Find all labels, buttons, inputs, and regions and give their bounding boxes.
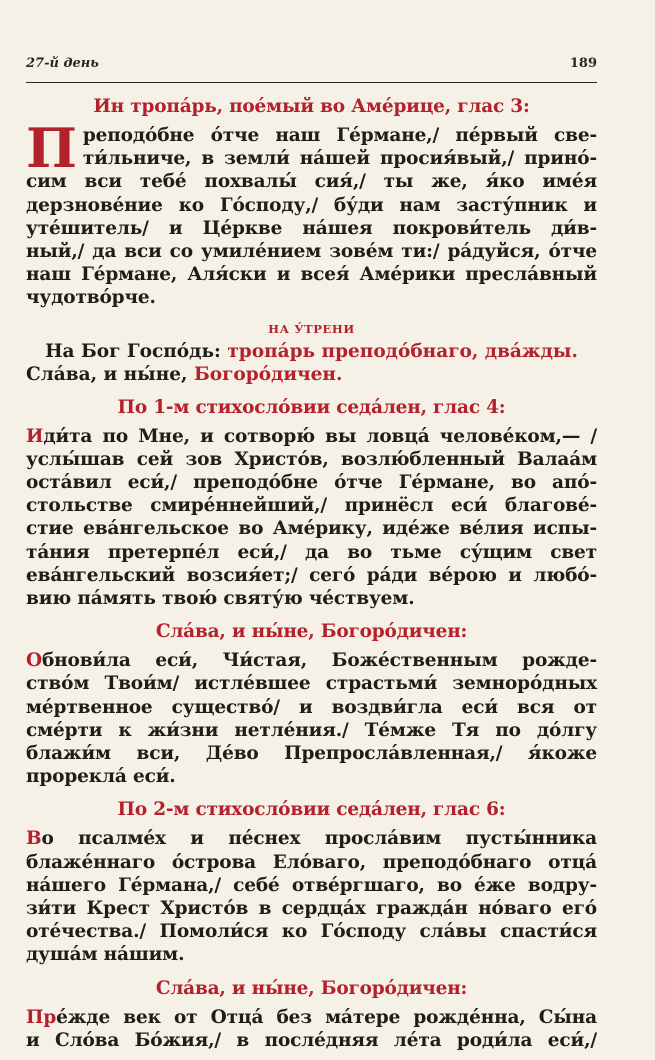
matins-line-2 <box>26 363 597 386</box>
sedalen1-line-text: ди́та по Мне, и сотворю́ вы ловца́ челове́ком,— / <box>43 425 597 447</box>
theotokion2-line-text: е́жде век от Отца́ без ма́тере рожде́нна, Сы́на <box>56 1006 597 1028</box>
running-head <box>26 56 597 78</box>
matins-line1-red: тропа́рь преподо́бнаго, два́жды. <box>227 340 578 362</box>
troparion-line: наш Ге́рмане, Аля́ски и всея́ Аме́рики пресла́вный <box>26 264 597 286</box>
page-number: 189 <box>569 56 597 71</box>
matins-subheading: НА У́ТРЕНИ <box>268 321 355 336</box>
theotokion1-line: прорекла́ еси́. <box>26 766 176 788</box>
theotokion1-line: сме́рти к жи́зни нетле́ния./ Те́мже Тя по до́лгу <box>26 719 597 741</box>
theotokion2-line: и Сло́ва Бо́жия,/ в после́дняя ле́та роди́ла еси́,/ <box>26 1029 597 1051</box>
troparion-line: ный,/ да вси со умиле́нием зове́м ти:/ ра́дуйся, о́тче <box>26 241 597 263</box>
troparion-heading: Ин тропа́рь, пое́мый во Аме́рице, глас 3: <box>93 96 530 117</box>
theotokion1-heading: Сла́ва, и ны́не, Богоро́дичен: <box>155 621 468 643</box>
troparion-line: уте́шитель/ и Це́ркве на́шея покрови́тель ди́в- <box>26 217 597 239</box>
sedalen2-text <box>26 827 597 966</box>
sedalen1-line: та́ния претерпе́л еси́,/ да во тьме су́щим свет <box>26 541 597 563</box>
theotokion1-line: блажи́м вси, Де́во Препросла́вленная,/ я́коже <box>26 743 597 765</box>
day-label: 27-й день <box>26 56 99 71</box>
header-rule <box>26 82 597 83</box>
theotokion1-line: ме́ртвенное существо́/ и воздви́гла еси́ вся от <box>26 696 597 718</box>
theotokion2-initial: Пр <box>26 1006 57 1028</box>
theotokion1-text <box>26 649 597 788</box>
sedalen1-line: вию па́мять твою́ святу́ю че́ствуем. <box>26 588 415 610</box>
text-body <box>26 95 597 1060</box>
troparion-line: чудотво́рче. <box>26 287 156 309</box>
matins-line-1 <box>26 340 597 363</box>
troparion-line: сим вси тебе́ похвалы́ сия́,/ ты же, я́ко име́я <box>26 171 597 193</box>
sedalen1-line: ева́нгельский возсия́ет;/ сего́ ра́ди ве́рою и любо́- <box>26 564 597 586</box>
sedalen1-line: оста́вил еси́,/ преподо́бне о́тче Ге́рмане, во апо́- <box>26 472 597 494</box>
sedalen2-line <box>26 827 597 850</box>
theotokion2-text <box>26 1006 597 1052</box>
troparion-text <box>26 116 597 310</box>
sedalen2-initial: В <box>26 828 42 850</box>
matins-line2-red: Богоро́дичен. <box>193 363 343 385</box>
sedalen1-line: услы́шав сей зов Христо́в, возлю́бленный Валаа́м <box>26 448 597 470</box>
troparion-line: реподо́бне о́тче наш Ге́рмане,/ пе́рвый све- <box>82 125 597 146</box>
sedalen2-line: блаже́ннаго о́строва Ело́ваго, преподо́бнаго отца́ <box>26 851 597 873</box>
sedalen1-text <box>26 425 597 611</box>
matins-line1-black: На Бог Госпо́дь: <box>45 340 221 362</box>
sedalen1-heading: По 1-м стихосло́вии седа́лен, глас 4: <box>117 396 506 418</box>
theotokion2-line <box>26 1006 597 1029</box>
matins-line2-black: Сла́ва, и ны́не, <box>26 363 188 385</box>
troparion-line: ти́льниче, в земли́ на́шей просия́вый,/ прино́- <box>82 148 597 170</box>
theotokion1-initial: О <box>26 650 42 672</box>
troparion-dropcap: П <box>26 116 77 180</box>
sedalen2-line-text: о псалме́х и пе́снех просла́вим пусты́нника <box>41 828 597 850</box>
theotokion2-heading: Сла́ва, и ны́не, Богоро́дичен: <box>155 977 468 999</box>
theotokion1-line-text: бнови́ла еси́, Чи́стая, Боже́ственным рожде- <box>41 650 597 672</box>
theotokion1-line <box>26 649 597 672</box>
sedalen2-line: душа́м на́шим. <box>26 944 185 966</box>
troparion-line: дерзнове́ние ко Го́споду,/ бу́ди нам засту́пник и <box>26 194 597 216</box>
sedalen2-heading: По 2-м стихосло́вии седа́лен, глас 6: <box>117 799 506 821</box>
sedalen1-line <box>26 425 597 448</box>
sedalen1-line: стие ева́нгельское во Аме́рику, иде́же ве́лия испы- <box>26 518 597 540</box>
sedalen2-line: оте́чества./ Помоли́ся ко Го́споду сла́вы спасти́ся <box>26 921 597 943</box>
theotokion1-line: ство́м Твои́м/ истле́вшее страстьми́ земноро́дных <box>26 673 597 695</box>
sedalen1-line: стольстве смире́ннейший,/ принёсл еси́ благове́- <box>26 495 597 517</box>
sedalen2-line: на́шего Ге́рмана,/ себе́ отве́ргшаго, во е́же водру- <box>26 874 597 896</box>
sedalen2-line: зи́ти Крест Христо́в в сердца́х гражда́н но́ваго его́ <box>26 898 597 920</box>
sedalen1-initial: И <box>26 425 44 447</box>
